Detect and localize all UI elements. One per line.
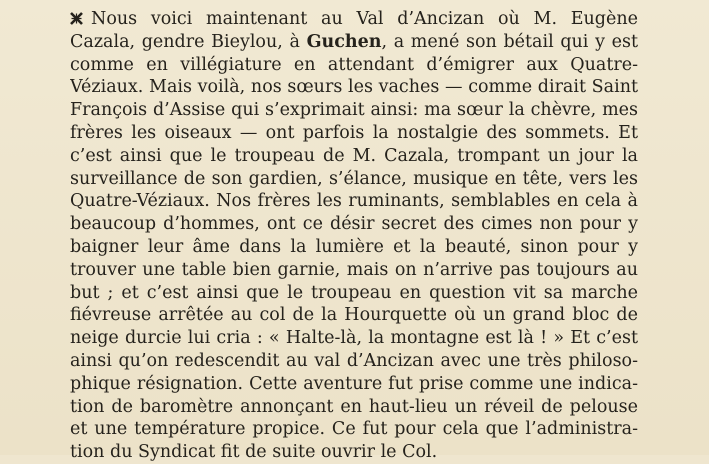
text-run: surveillance de son gardien, s’élance, musique en tête, vers les <box>70 168 638 189</box>
text-line <box>70 54 638 77</box>
text-line <box>70 99 638 122</box>
text-run: neige durcie lui cria : « Halte-là, la montagne est là ! » Et c’est <box>70 328 638 349</box>
text-run: Quatre-Véziaux. Nos frères les ruminants, semblables en cela à <box>70 191 638 212</box>
text-run: et une température propice. Ce fut pour cela que l’administra- <box>70 419 638 440</box>
text-run: fiévreuse arrêtée au col de la Hourquette où un grand bloc de <box>70 305 638 326</box>
text-line <box>70 31 638 54</box>
text-run: Cazala, gendre Bieylou, à <box>70 31 307 52</box>
text-run: phique résignation. Cette aventure fut prise comme une indica- <box>70 373 638 394</box>
text-run: baigner leur âme dans la lumière et la beauté, sinon pour y <box>70 236 638 257</box>
bold-place-name: Guchen <box>306 31 382 52</box>
asterism-icon <box>70 12 83 25</box>
text-line <box>70 441 638 464</box>
text-line <box>70 236 638 259</box>
text-line <box>70 213 638 236</box>
text-line <box>70 122 638 145</box>
text-run: comme en villégiature en attendant d’émigrer aux Quatre- <box>70 54 638 75</box>
text-run: beaucoup d’hommes, ont ce désir secret des cimes non pour y <box>70 214 638 235</box>
text-line <box>70 259 638 282</box>
text-line <box>70 304 638 327</box>
text-line <box>70 282 638 305</box>
text-line <box>70 418 638 441</box>
text-line <box>70 350 638 373</box>
paragraph <box>70 8 638 464</box>
text-run: tion du Syndicat fit de suite ouvrir le Col. <box>70 442 438 463</box>
text-run: Véziaux. Mais voilà, nos sœurs les vaches — comme dirait Saint <box>70 77 638 98</box>
text-run: but ; et c’est ainsi que le troupeau en question vit sa marche <box>70 282 638 303</box>
text-run: François d’Assise qui s’exprimait ainsi: ma sœur la chèvre, mes <box>70 100 638 121</box>
text-run: c’est ainsi que le troupeau de M. Cazala, trompant un jour la <box>70 145 638 166</box>
text-line <box>70 76 638 99</box>
text-line <box>70 190 638 213</box>
text-run: trouver une table bien garnie, mais on n’arrive pas toujours au <box>70 259 638 280</box>
text-run: tion de baromètre annonçant en haut-lieu un réveil de pelouse <box>70 396 638 417</box>
text-run: frères les oiseaux — ont parfois la nostalgie des sommets. Et <box>70 122 638 143</box>
text-line <box>70 327 638 350</box>
text-line <box>70 168 638 191</box>
text-run: Nous voici maintenant au Val d’Ancizan où M. Eugène <box>91 9 638 29</box>
text-run: ainsi qu’on redescendit au val d’Ancizan avec une très philoso- <box>70 350 638 371</box>
text-line <box>70 8 638 31</box>
text-line <box>70 145 638 168</box>
text-line <box>70 396 638 419</box>
text-run: , a mené son bétail qui y est <box>381 31 638 52</box>
text-line <box>70 373 638 396</box>
